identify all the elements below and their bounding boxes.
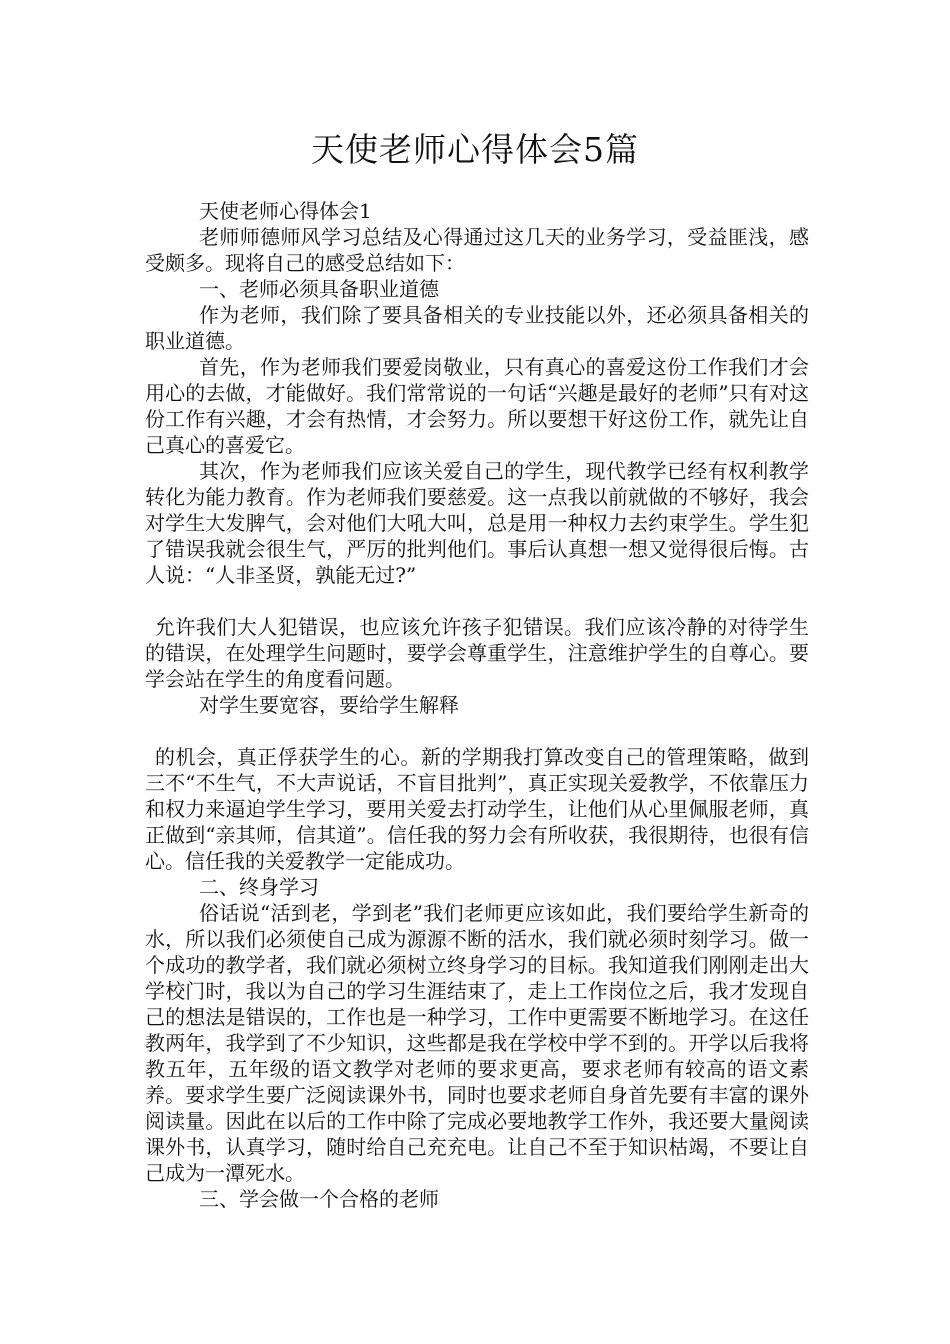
- paragraph: 其次，作为老师我们应该关爱自己的学生，现代教学已经有权利教学转化为能力教育。作为老师我们要慈爱。这一点我以前就做的不够好，我会对学生大发脾气，会对他们大吼大叫，总是用一种权力去约束学生。学生犯了错误我就会很生气，严厉的批判他们。事后认真想一想又觉得很后悔。古人说：“人非圣贤，孰能无过?”: [145, 459, 809, 587]
- blank-line: [145, 718, 809, 744]
- paragraph: 首先，作为老师我们要爱岗敬业，只有真心的喜爱这份工作我们才会用心的去做，才能做好。我们常常说的一句话“兴趣是最好的老师”只有对这份工作有兴趣，才会有热情，才会努力。所以要想干好这份工作，就先让自己真心的喜爱它。: [145, 355, 809, 457]
- document-title: 天使老师心得体会5篇: [311, 130, 639, 169]
- paragraph: 作为老师，我们除了要具备相关的专业技能以外，还必须具备相关的职业道德。: [145, 303, 809, 353]
- section-heading: 三、学会做一个合格的老师: [199, 1187, 439, 1211]
- section-heading: 二、终身学习: [199, 875, 319, 899]
- document-body: [145, 198, 809, 1212]
- paragraph: 对学生要宽容，要给学生解释: [199, 693, 459, 717]
- paragraph: 老师师德师风学习总结及心得通过这几天的业务学习，受益匪浅，感受颇多。现将自己的感受总结如下：: [145, 225, 809, 275]
- blank-line: [145, 588, 809, 614]
- paragraph: 允许我们大人犯错误，也应该允许孩子犯错误。我们应该冷静的对待学生的错误，在处理学生问题时，要学会尊重学生，注意维护学生的自尊心。要学会站在学生的角度看问题。: [145, 615, 809, 691]
- paragraph: 的机会，真正俘获学生的心。新的学期我打算改变自己的管理策略，做到三不“不生气，不大声说话，不盲目批判”，真正实现关爱教学，不依靠压力和权力来逼迫学生学习，要用关爱去打动学生，让他们从心里佩服老师，真正做到“亲其师，信其道”。信任我的努力会有所收获，我很期待，也很有信心。信任我的关爱教学一定能成功。: [145, 745, 809, 873]
- section-heading: 天使老师心得体会1: [199, 199, 372, 223]
- paragraph: 俗话说“活到老，学到老”我们老师更应该如此，我们要给学生新奇的水，所以我们必须使自己成为源源不断的活水，我们就必须时刻学习。做一个成功的教学者，我们就必须树立终身学习的目标。我知道我们刚刚走出大学校门时，我以为自己的学习生涯结束了，走上工作岗位之后，我才发现自己的想法是错误的，工作也是一种学习，工作中更需要不断地学习。在这任教两年，我学到了不少知识，这些都是我在学校中学不到的。开学以后我将教五年，五年级的语文教学对老师的要求更高，要求老师有较高的语文素养。要求学生要广泛阅读课外书，同时也要求老师自身首先要有丰富的课外阅读量。因此在以后的工作中除了完成必要地教学工作外，我还要大量阅读课外书，认真学习，随时给自己充充电。让自己不至于知识枯竭，不要让自己成为一潭死水。: [145, 901, 809, 1185]
- section-heading: 一、老师必须具备职业道德: [199, 277, 439, 301]
